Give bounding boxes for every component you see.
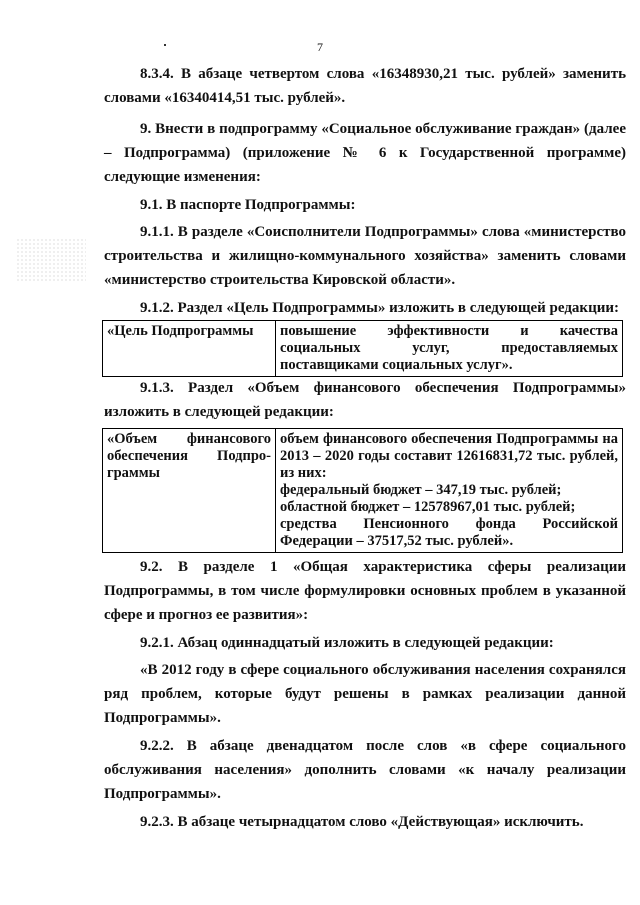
paragraph-9-1-2: 9.1.2. Раздел «Цель Подпрограммы» изложить в следующей редакции: [140, 300, 619, 316]
paragraph-9-2-1: 9.2.1. Абзац одиннадцатый изложить в следующей редакции: [140, 635, 554, 651]
paragraph-9-1-3: 9.1.3. Раздел «Объем финансового обеспечения Подпрограммы» изложить в следующей редакции: [104, 380, 626, 420]
funding-regional: областной бюджет – 12578967,01 тыс. рублей; [280, 499, 576, 515]
funding-table-label: «Объем финансового обеспечения Подпро-граммы [103, 429, 276, 553]
goal-table-label: «Цель Подпрограммы [103, 321, 276, 377]
paragraph-9-2-3: 9.2.3. В абзаце четырнадцатом слово «Действующая» исключить. [140, 814, 584, 830]
paragraph-8-3-4: 8.3.4. В абзаце четвертом слова «16348930,21 тыс. рублей» заменить словами «16340414,51 тыс. рублей». [104, 66, 626, 106]
funding-table-value [276, 429, 623, 553]
paragraph-9-2: 9.2. В разделе 1 «Общая характеристика сферы реализации Подпрограммы, в том числе формулировки основных проблем в указанной сфере и прогноз ее развития»: [104, 559, 626, 623]
funding-total: объем финансового обеспечения Подпрограммы на 2013 – 2020 годы составит 12616831,72 тыс. рублей, из них: [280, 431, 618, 481]
goal-table-value: повышение эффективности и качества социальных услуг, предоставляемых поставщиками социальных услуг». [276, 321, 623, 377]
paragraph-quote-2012: «В 2012 году в сфере социального обслуживания населения сохранялся ряд проблем, которые будут решены в рамках реализации данной Подпрограммы». [104, 662, 626, 726]
funding-pension: средства Пенсионного фонда Российской Федерации – 37517,52 тыс. рублей». [280, 516, 618, 549]
funding-federal: федеральный бюджет – 347,19 тыс. рублей; [280, 482, 562, 498]
paragraph-9-1-1: 9.1.1. В разделе «Соисполнители Подпрограммы» слова «министерство строительства и жилищно-коммунального хозяйства» заменить словами «министерство строительства Кировской области». [104, 224, 626, 288]
page-number: 7 [317, 40, 323, 54]
goal-table [102, 320, 623, 377]
funding-table [102, 428, 623, 553]
scan-noise [16, 238, 86, 282]
paragraph-9-2-2: 9.2.2. В абзаце двенадцатом после слов «в сфере социального обслуживания населения» дополнить словами «к началу реализации Подпрограммы». [104, 738, 626, 802]
paragraph-9-1: 9.1. В паспорте Подпрограммы: [140, 197, 356, 213]
paragraph-9: 9. Внести в подпрограмму «Социальное обслуживание граждан» (далее – Подпрограмма) (приложение № 6 к Государственной программе) следующие изменения: [104, 121, 626, 185]
